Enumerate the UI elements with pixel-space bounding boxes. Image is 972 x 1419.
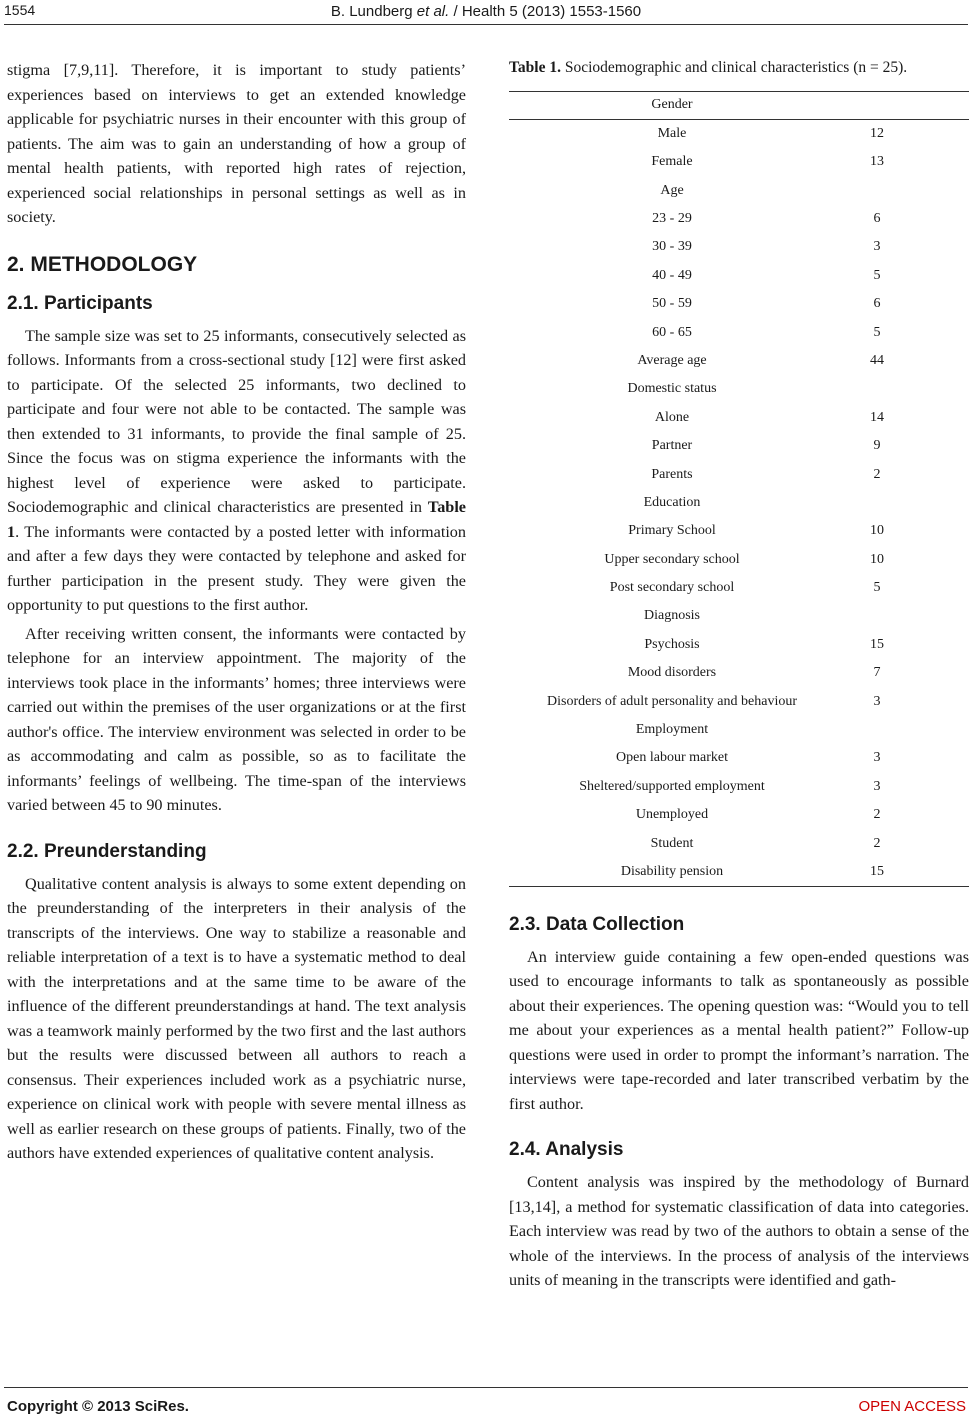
- table-cell-label: 23 - 29: [652, 211, 692, 226]
- table-row: [509, 716, 969, 744]
- table-cell-value: 6: [873, 296, 881, 312]
- page-number: 1554: [4, 2, 36, 18]
- open-access-label: OPEN ACCESS: [858, 1398, 966, 1415]
- table-cell-value: [835, 489, 969, 517]
- table-cell-label: Education: [643, 494, 701, 510]
- table-cell-value: 14: [870, 409, 884, 425]
- table-row: [509, 801, 969, 829]
- table-cell-value: 9: [873, 438, 881, 454]
- table-cell-value: [835, 375, 969, 403]
- table-cell-label: Disorders of adult personality and behaviour: [547, 693, 797, 709]
- table-row: [509, 177, 969, 205]
- table-row: [509, 659, 969, 687]
- table-cell-label: 50 - 59: [652, 296, 692, 312]
- table-cell-label: Female: [651, 154, 693, 170]
- table-row: [509, 404, 969, 432]
- table-row: [509, 375, 969, 403]
- table-row: [509, 574, 969, 602]
- data-collection-paragraph: An interview guide containing a few open-ended questions was used to encourage informants to talk as spontaneously as possible about their experiences. The opening question was: “Would you to tell me about your experiences as a mental health patient?” Follow-up questions were used in order to prompt the informant’s narration. The interviews were tape-recorded and later transcribed verbatim by the first author.: [509, 947, 969, 1113]
- table-row: [509, 858, 969, 886]
- table-cell-value: 2: [873, 835, 881, 851]
- table-row: [509, 744, 969, 772]
- table-row: [509, 347, 969, 375]
- table-cell-value: 6: [873, 211, 881, 226]
- table-cell-value: 15: [835, 858, 969, 886]
- table-cell-value: 5: [873, 324, 881, 340]
- table-cell-value: [835, 177, 969, 205]
- table-cell-label: Average age: [637, 352, 707, 368]
- participants-p1-text-after: . The informants were contacted by a posted letter with information and after a few days they were contacted by telephone and asked for further participation in the present study. They were given the opportunity to put questions to the first author.: [7, 522, 466, 614]
- table-cell-label: Primary School: [628, 523, 716, 539]
- table-cell-label: Upper secondary school: [604, 551, 740, 567]
- table-cell-label: Psychosis: [644, 636, 700, 652]
- table-cell-value: 3: [873, 750, 881, 766]
- table-row: [509, 148, 969, 176]
- table-cell-label: Diagnosis: [644, 608, 700, 624]
- subsection-heading-data-collection: 2.3. Data Collection: [509, 913, 685, 935]
- participants-p1-text-before: The sample size was set to 25 informants, consecutively selected as follows. Informants from a cross-sectional study [12] were first asked to participate. Of the selected 25 informants, two declined to participate and four were not able to be contacted. The sample was then extended to 31 informants, to provide the final sample of 25. Since the focus was on stigma experience the informants with the highest level of experience were asked to participate. Sociodemographic and clinical characteristics are presented in: [7, 326, 466, 516]
- running-head-etal: et al.: [416, 3, 450, 20]
- table-cell-value: [835, 603, 969, 631]
- table-row: [509, 233, 969, 261]
- right-column: [509, 58, 969, 1293]
- table-cell-value: 5: [873, 580, 881, 596]
- table-cell-value: 3: [873, 239, 881, 255]
- table-cell-value: [835, 92, 969, 120]
- table-cell-value: 2: [873, 466, 881, 482]
- table-row: [509, 461, 969, 489]
- table-1: [509, 91, 969, 887]
- table-row: [509, 262, 969, 290]
- table-cell-value: 2: [873, 807, 881, 823]
- footer-rule: [4, 1387, 968, 1388]
- table-1-body: [509, 92, 969, 887]
- table-cell-label: Partner: [651, 438, 693, 454]
- subsection-heading-preunderstanding: 2.2. Preunderstanding: [7, 840, 207, 862]
- table-row: [509, 773, 969, 801]
- table-row: [509, 688, 969, 716]
- table-1-reference: Table 1: [7, 498, 466, 541]
- table-1-caption: [509, 58, 969, 77]
- table-cell-label: Mood disorders: [627, 665, 717, 681]
- intro-paragraph: stigma [7,9,11]. Therefore, it is important to study patients’ experiences based on interviews to get an extended knowledge applicable for psychiatric nurses in their encounter with this group of patients. The aim was to gain an understanding of how a group of mental health patients, with reported high rates of rejection, experienced social relationships in personal settings as well as in society.: [7, 61, 466, 226]
- table-row: [509, 205, 969, 233]
- table-cell-label: 60 - 65: [652, 324, 692, 340]
- table-cell-label: Alone: [654, 409, 690, 425]
- table-cell-value: 44: [870, 352, 884, 368]
- table-cell-value: 15: [870, 636, 884, 652]
- table-cell-label: Domestic status: [627, 381, 717, 397]
- table-row: [509, 603, 969, 631]
- subsection-heading-analysis: 2.4. Analysis: [509, 1139, 624, 1161]
- table-cell-label: Post secondary school: [609, 580, 735, 596]
- table-cell-value: 5: [873, 267, 881, 283]
- table-row: [509, 546, 969, 574]
- table-cell-label: 30 - 39: [652, 239, 692, 255]
- table-cell-label: Unemployed: [635, 807, 709, 823]
- table-cell-label: Student: [650, 835, 694, 851]
- table-cell-value: 10: [870, 523, 884, 539]
- table-cell-label: Disability pension: [509, 858, 835, 886]
- table-row: [509, 432, 969, 460]
- table-row: [509, 631, 969, 659]
- table-cell-label: Open labour market: [616, 750, 728, 766]
- table-cell-value: 12: [870, 126, 884, 142]
- table-row: [509, 319, 969, 347]
- table-cell-label: Employment: [635, 722, 709, 738]
- table-cell-label: 40 - 49: [652, 267, 692, 283]
- table-cell-value: 3: [873, 778, 881, 794]
- table-cell-value: 13: [870, 154, 884, 170]
- table-row: [509, 120, 969, 148]
- table-cell-label: Parents: [651, 466, 693, 482]
- table-cell-label: Male: [657, 126, 687, 142]
- participants-paragraph-2: After receiving written consent, the informants were contacted by telephone for an interview appointment. The majority of the interviews took place in the informants’ homes; three interviews were carried out within the premises of the user organizations or at the first author's office. The interview environment was selected in order to be as accommodating and calm as possible, so as to facilitate the informants’ feelings of wellbeing. The time-span of the interviews varied between 45 to 90 minutes.: [7, 624, 466, 814]
- table-cell-label: Sheltered/supported employment: [579, 778, 765, 794]
- table-cell-value: 10: [870, 551, 884, 567]
- copyright-notice: Copyright © 2013 SciRes.: [7, 1398, 189, 1415]
- table-cell-value: [835, 716, 969, 744]
- table-row: [509, 92, 969, 120]
- table-row: [509, 830, 969, 858]
- header-rule: [4, 24, 968, 25]
- table-row: [509, 290, 969, 318]
- section-heading-methodology: 2. METHODOLOGY: [7, 252, 198, 276]
- subsection-heading-participants: 2.1. Participants: [7, 292, 153, 314]
- table-row: [509, 489, 969, 517]
- table-1-caption-label: Table 1.: [509, 59, 561, 76]
- table-cell-value: 3: [873, 693, 881, 709]
- table-cell-label: Gender: [509, 92, 835, 120]
- table-cell-label: Age: [660, 182, 684, 198]
- participants-paragraph-1: [7, 324, 466, 618]
- table-1-caption-text: Sociodemographic and clinical characteristics (n = 25).: [560, 59, 908, 76]
- running-head: [0, 3, 972, 20]
- running-head-authors: B. Lundberg: [330, 3, 417, 20]
- running-head-journal: / Health 5 (2013) 1553-1560: [449, 3, 642, 20]
- preunderstanding-paragraph: Qualitative content analysis is always to some extent depending on the preunderstanding of the interpreters in their analysis of the transcripts of the interviews. One way to stabilize a reasonable and reliable interpretation of a text is to have a systematic method to deal with the interpretations and at the same time to be aware of the influence of the different preunderstandings at hand. The text analysis was a teamwork mainly performed by the two first and the last authors but the results were discussed between all authors to reach a consensus. Their experiences included work as a psychiatric nurse, experience on clinical work with people with severe mental illness as well as earlier research on these groups of patients. Finally, two of the authors have extended experiences of qualitative content analysis.: [7, 874, 466, 1162]
- table-cell-value: 7: [873, 665, 881, 681]
- analysis-paragraph: Content analysis was inspired by the methodology of Burnard [13,14], a method for systematic classification of data into categories. Each interview was read by two of the authors to obtain a sense of the whole of the interviews. In the process of analysis of the interviews units of meaning in the transcripts were identified and gath-: [509, 1173, 969, 1290]
- left-column: [7, 58, 466, 1166]
- table-row: [509, 517, 969, 545]
